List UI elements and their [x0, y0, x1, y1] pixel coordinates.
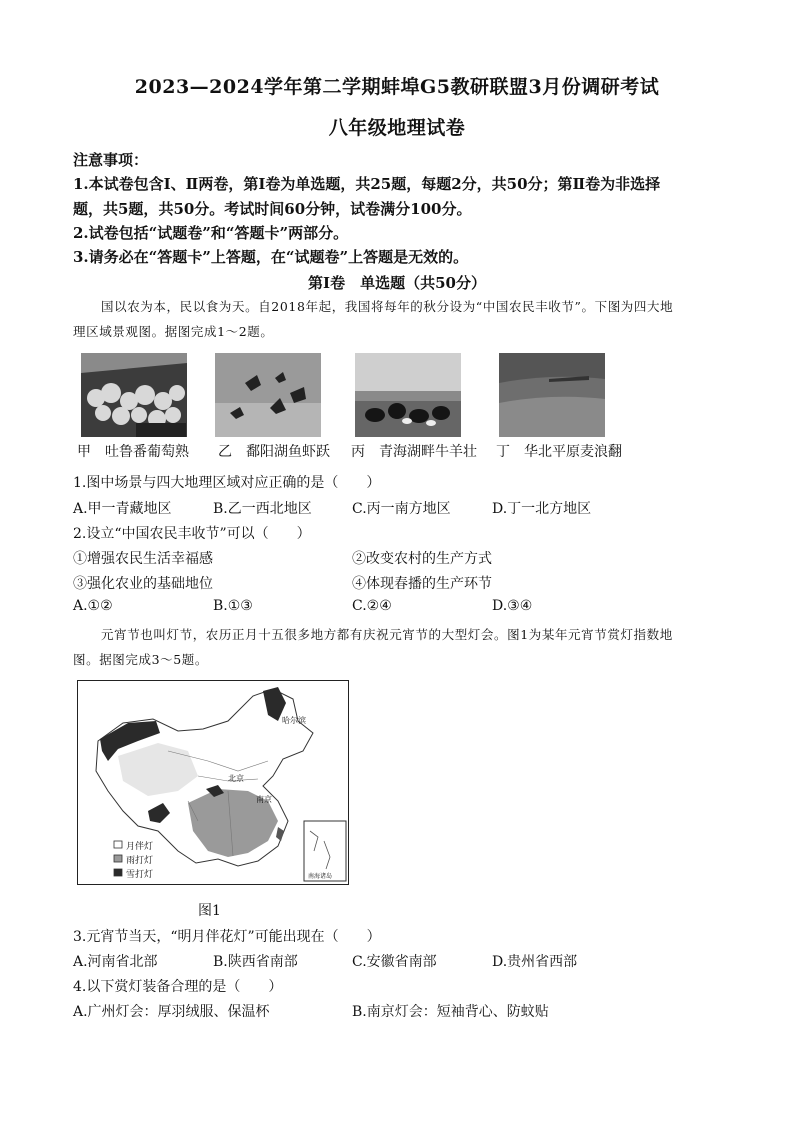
legend-swatch-moon — [114, 841, 122, 848]
question-2-option-d: D.③④ — [492, 598, 533, 614]
passage-2-line-2: 图。据图完成3～5题。 — [73, 652, 209, 667]
lake-birds-photo — [215, 353, 321, 437]
photo-caption-bing: 丙 青海湖畔牛羊壮 — [351, 444, 477, 460]
question-4-stem: 4.以下赏灯装备合理的是（ ） — [73, 979, 283, 995]
map-label-nanjing: 南京 — [256, 795, 272, 804]
yaks-photo — [355, 353, 461, 437]
photo-caption-ding: 丁 华北平原麦浪翻 — [496, 444, 622, 460]
question-2-option-c: C.②④ — [352, 598, 392, 614]
map-inset-label: 南海诸岛 — [308, 873, 333, 880]
notice-item-3: 3.请务必在“答题卡”上答题，在“试题卷”上答题是无效的。 — [73, 248, 469, 266]
notice-item-1-line-1: 1.本试卷包含Ⅰ、Ⅱ两卷，第Ⅰ卷为单选题，共25题，每题2分，共50分；第Ⅱ卷为非选择 — [73, 175, 661, 193]
question-2-option-b: B.①③ — [213, 598, 253, 614]
question-2-item-2: ②改变农村的生产方式 — [352, 551, 492, 567]
notice-heading: 注意事项： — [73, 151, 149, 169]
question-2-item-3: ③强化农业的基础地位 — [73, 576, 213, 592]
map-label-beijing: 北京 — [228, 774, 244, 783]
question-1-option-a: A.甲一青藏地区 — [73, 501, 172, 517]
figure-caption: 图1 — [198, 903, 221, 919]
question-1-option-b: B.乙一西北地区 — [213, 501, 312, 517]
question-3-option-a: A.河南省北部 — [73, 954, 158, 970]
wheat-field-photo — [499, 353, 605, 437]
question-3-option-b: B.陕西省南部 — [213, 954, 298, 970]
legend-swatch-snow — [114, 869, 122, 876]
legend-swatch-rain — [114, 855, 122, 862]
legend-snow: 雪打灯 — [126, 870, 154, 880]
question-2-item-4: ④体现春播的生产环节 — [352, 576, 492, 592]
question-4-option-a: A.广州灯会：厚羽绒服、保温杯 — [73, 1004, 270, 1020]
passage-1-line-2: 理区域景观图。据图完成1～2题。 — [73, 324, 274, 339]
map-label-harbin: 哈尔滨 — [282, 716, 306, 725]
legend-rain: 雨打灯 — [126, 856, 154, 866]
question-3-stem: 3.元宵节当天，“明月伴花灯”可能出现在（ ） — [73, 929, 381, 945]
question-3-option-c: C.安徽省南部 — [352, 954, 437, 970]
legend-moon: 月伴灯 — [126, 842, 154, 852]
question-1-option-c: C.丙一南方地区 — [352, 501, 451, 517]
photo-caption-jia: 甲 吐鲁番葡萄熟 — [77, 444, 189, 460]
grapes-photo — [81, 353, 187, 437]
notice-item-1-line-2: 题，共5题，共50分。考试时间60分钟，试卷满分100分。 — [73, 200, 472, 218]
question-1-stem: 1.图中场景与四大地理区域对应正确的是（ ） — [73, 475, 381, 491]
passage-2-line-1: 元宵节也叫灯节，农历正月十五很多地方都有庆祝元宵节的大型灯会。图1为某年元宵节赏灯指数地 — [101, 627, 673, 642]
passage-1-line-1: 国以农为本，民以食为天。自2018年起，我国将每年的秋分设为“中国农民丰收节”。下图为四大地 — [101, 299, 674, 314]
exam-subtitle: 八年级地理试卷 — [328, 117, 466, 139]
notice-item-2: 2.试卷包括“试题卷”和“答题卡”两部分。 — [73, 224, 349, 242]
question-4-option-b: B.南京灯会：短袖背心、防蚊贴 — [352, 1004, 549, 1020]
question-2-stem: 2.设立“中国农民丰收节”可以（ ） — [73, 526, 311, 542]
exam-title: 2023—2024学年第二学期蚌埠G5教研联盟3月份调研考试 — [134, 76, 660, 98]
photo-caption-yi: 乙 鄱阳湖鱼虾跃 — [218, 444, 330, 460]
question-2-option-a: A.①② — [73, 598, 113, 614]
question-1-option-d: D.丁一北方地区 — [492, 501, 592, 517]
question-2-item-1: ①增强农民生活幸福感 — [73, 551, 213, 567]
lantern-index-map — [77, 680, 349, 885]
section-title: 第Ⅰ卷 单选题（共50分） — [308, 274, 486, 292]
question-3-option-d: D.贵州省西部 — [492, 954, 578, 970]
